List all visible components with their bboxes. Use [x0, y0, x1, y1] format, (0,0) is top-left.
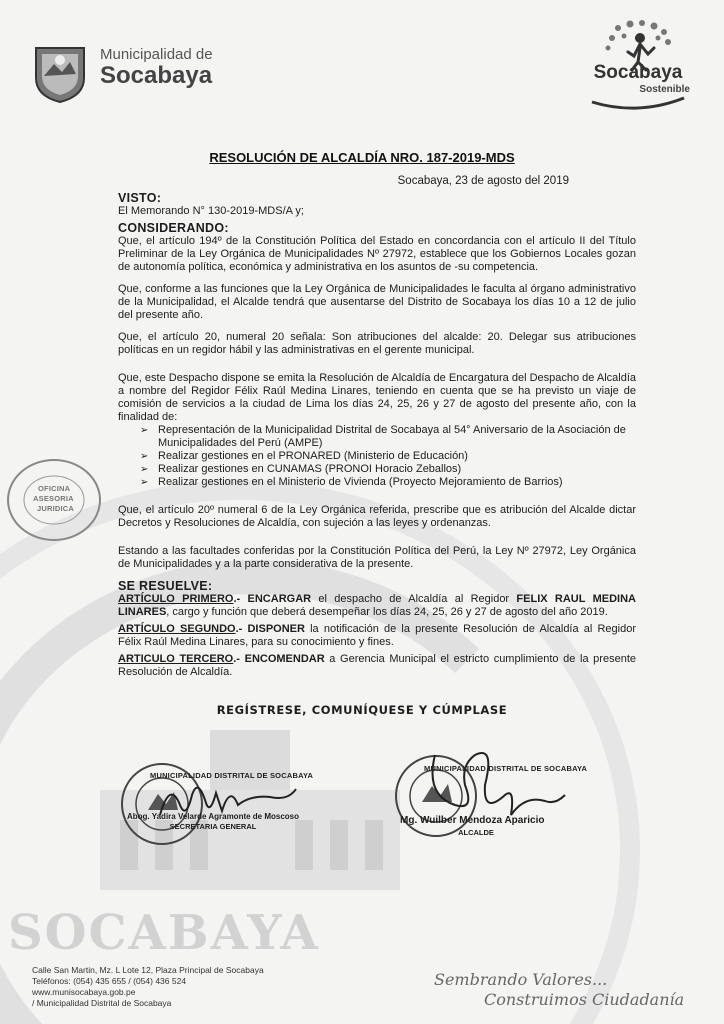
list-item: ➢ Realizar gestiones en el PRONARED (Ministerio de Educación) [140, 450, 636, 463]
article-3-head: ARTICULO TERCERO [118, 653, 234, 665]
municipality-label: Municipalidad de [100, 46, 213, 63]
footer-social: / Municipalidad Distrital de Socabaya [32, 998, 172, 1008]
article-2-text: la notificación de la presente Resolución de Alcaldía al Regidor Félix Raúl Medina Linares, para su conocimiento y fines. [118, 623, 637, 648]
se-resuelve-heading: SE RESUELVE: [118, 579, 213, 593]
article-1-head: ARTÍCULO PRIMERO [118, 593, 234, 605]
article-1-text: el despacho de Alcaldía al Regidor [311, 593, 517, 605]
visto-heading: VISTO: [118, 191, 162, 205]
right-seal-text: MUNICIPALIDAD DISTRITAL DE SOCABAYA [424, 764, 588, 773]
article-1 [118, 593, 636, 619]
legal-stamp-line-1: OFICINA [38, 484, 71, 493]
article-3-verb: .- ENCOMENDAR [233, 653, 325, 665]
footer-contact [32, 965, 264, 1009]
legal-stamp-line-3: JURIDICA [37, 504, 75, 513]
list-item: ➢ Realizar gestiones en el Ministerio de Vivienda (Proyecto Mejoramiento de Barrios) [140, 476, 636, 489]
resolution-title: RESOLUCIÓN DE ALCALDÍA NRO. 187-2019-MDS [209, 150, 515, 165]
left-seal-text: MUNICIPALIDAD DISTRITAL DE SOCABAYA [150, 771, 314, 780]
article-1-tail: , cargo y función que deberá desempeñar los días 24, 25, 26 y 27 de agosto del año 2019. [166, 606, 608, 618]
objectives-list [118, 424, 636, 489]
municipal-crest-icon [30, 40, 90, 104]
brand-name: Socabaya [593, 62, 683, 83]
visto-text: El Memorando N° 130-2019-MDS/A y; [118, 205, 304, 217]
footer-address: Calle San Martin, Mz. L Lote 12, Plaza Principal de Socabaya [32, 965, 264, 975]
article-1-verb: .- ENCARGAR [233, 593, 312, 605]
article-2-verb: .- DISPONER [235, 623, 305, 635]
closing-formula: REGÍSTRESE, COMUNÍQUESE Y CÚMPLASE [216, 703, 508, 717]
considerando-paragraph-5: Que, el artículo 20º numeral 6 de la Ley Orgánica referida, prescribe que es atribución del Alcalde dictar Decretos y Resoluciones de Alcaldía, con sujeción a las leyes y ordenanzas. [118, 504, 636, 529]
municipality-name: Socabaya [100, 62, 213, 89]
brand-tagline: Sostenible [639, 84, 690, 95]
considerando-paragraph-6: Estando a las facultades conferidas por la Constitución Política del Perú, la Ley Nº 27972, Ley Orgánica de Municipalidades y a la parte considerativa de la presente. [118, 545, 636, 570]
document-body [118, 192, 636, 679]
slogan-line-2: Construimos Ciudadanía [484, 990, 685, 1009]
slogan-line-1: Sembrando Valores... [434, 970, 608, 989]
article-1-name: FELIX RAUL MEDINA LINARES [118, 593, 636, 618]
considerando-paragraph-2: Que, conforme a las funciones que la Ley Orgánica de Municipalidades le faculta al órgano administrativo de la Municipalidad, el Alcalde tendrá que ausentarse del Distrito de Socabaya los días 10 a 12 de julio del presente año. [118, 283, 636, 321]
list-item: ➢ Representación de la Municipalidad Distrital de Socabaya al 54° Aniversario de la Asociación de Municipalidades del Perú (AMPE) [140, 424, 636, 450]
considerando-heading: CONSIDERANDO: [118, 221, 229, 235]
left-signer-name: Abog. Yadira Velarde Agramonte de Moscoso [126, 812, 300, 821]
left-signer-role: SECRETARIA GENERAL [169, 822, 257, 831]
resolution-date: Socabaya, 23 de agosto del 2019 [397, 175, 569, 187]
considerando-paragraph-3: Que, el artículo 20, numeral 20 señala: Son atribuciones del alcalde: 20. Delegar sus atribuciones políticas en un regidor hábil y las administrativas en el gerente municipal. [118, 331, 636, 356]
footer-phones: Teléfonos: (054) 435 655 / (054) 436 524 [32, 976, 187, 986]
watermark-text: SOCABAYA [8, 905, 320, 961]
considerando-paragraph-1: Que, el artículo 194º de la Constitución Política del Estado en concordancia con el artículo II del Título Preliminar de la Ley Orgánica de Municipalidades Nº 27972, establece que los Gobiernos Locales gozan de autonomía política, económica y administrativa en los asuntos de -su competencia. [118, 235, 636, 273]
considerando-paragraph-4: Que, este Despacho dispone se emita la Resolución de Alcaldía de Encargatura del Despacho de Alcaldía a nombre del Regidor Félix Raúl Medina Linares, teniendo en cuenta que se ha previsto un viaje de comisión de servicios a la ciudad de Lima los días 24, 25, 26 y 27 de agosto del presente año, con la finalidad de: [118, 372, 636, 423]
article-2-head: ARTÍCULO SEGUNDO [118, 623, 236, 635]
right-signer-name: Mg. Wuilber Mendoza Aparicio [400, 815, 545, 826]
footer-web: www.munisocabaya.gob.pe [32, 987, 136, 997]
right-signer-role: ALCALDE [458, 828, 494, 837]
article-3 [118, 653, 636, 679]
article-2 [118, 623, 636, 649]
legal-stamp-line-2: ASESORIA [33, 494, 74, 503]
list-item: ➢ Realizar gestiones en CUNAMAS (PRONOI Horacio Zeballos) [140, 463, 636, 476]
article-3-text: a Gerencia Municipal el estricto cumplimiento de la presente Resolución de Alcaldía. [118, 653, 636, 678]
